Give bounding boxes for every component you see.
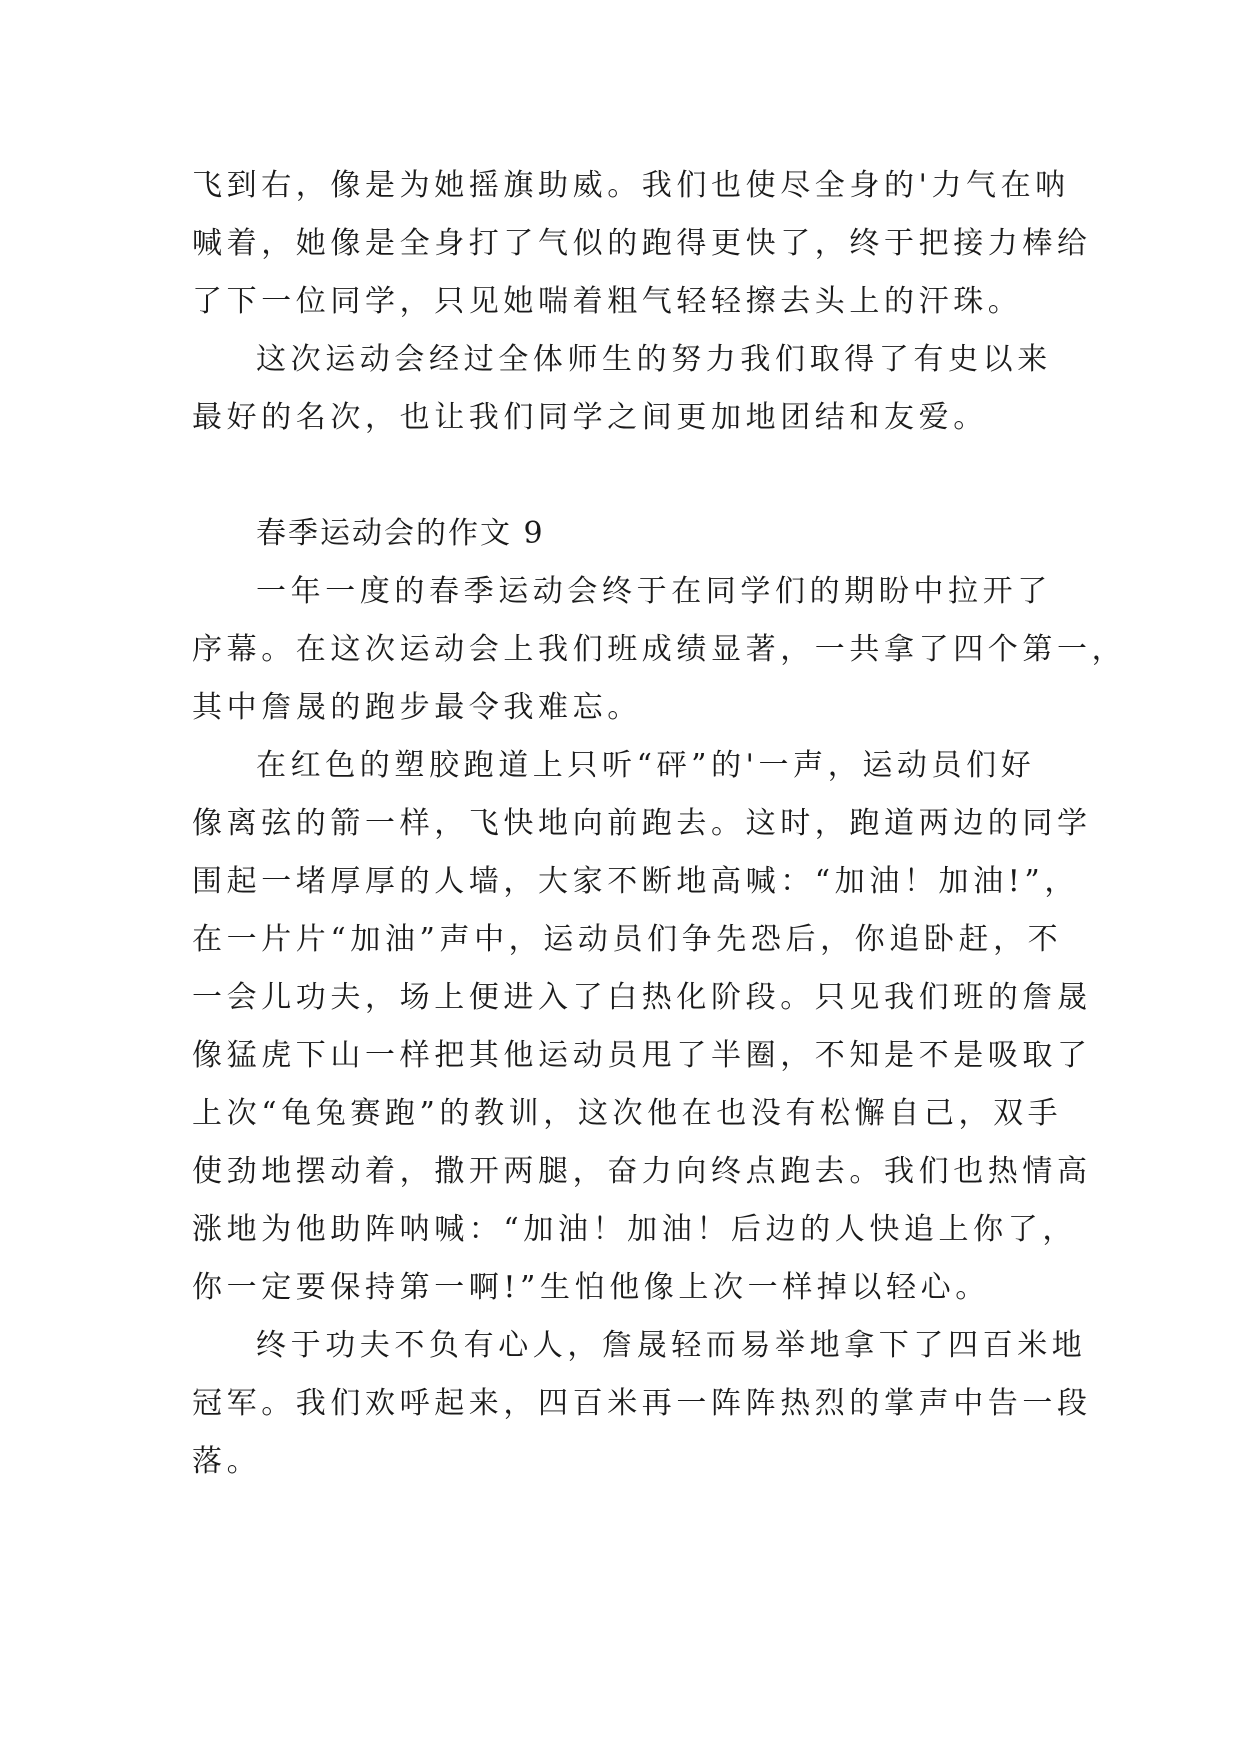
text-line: 一会儿功夫，场上便进入了白热化阶段。只见我们班的詹晟: [192, 980, 1092, 1015]
text-line: 这次运动会经过全体师生的努力我们取得了有史以来: [256, 342, 1052, 377]
text-line: 其中詹晟的跑步最令我难忘。: [192, 690, 642, 725]
text-line: 使劲地摆动着，撒开两腿，奋力向终点跑去。我们也热情高: [192, 1154, 1092, 1189]
text-line: 在红色的塑胶跑道上只听“砰”的'一声，运动员们好: [256, 748, 1036, 783]
text-line: 上次“龟兔赛跑”的教训，这次他在也没有松懈自己，双手: [192, 1096, 1063, 1131]
text-line: 了下一位同学，只见她喘着粗气轻轻擦去头上的汗珠。: [192, 284, 1023, 319]
text-line: 你一定要保持第一啊!”生怕他像上次一样掉以轻心。: [192, 1270, 990, 1305]
text-line: 像离弦的箭一样，飞快地向前跑去。这时，跑道两边的同学: [192, 806, 1092, 841]
text-line: 围起一堵厚厚的人墙，大家不断地高喊：“加油！加油!”，: [192, 864, 1079, 899]
text-line: 序幕。在这次运动会上我们班成绩显著，一共拿了四个第一，: [192, 632, 1127, 667]
text-line: 冠军。我们欢呼起来，四百米再一阵阵热烈的掌声中告一段: [192, 1386, 1092, 1421]
text-line: 飞到右，像是为她摇旗助威。我们也使尽全身的'力气在呐: [192, 168, 1070, 203]
text-line: 落。: [192, 1444, 262, 1479]
text-line: 一年一度的春季运动会终于在同学们的期盼中拉开了: [256, 574, 1052, 609]
text-line: 在一片片“加油”声中，运动员们争先恐后，你追卧赶，不: [192, 922, 1063, 957]
text-line: 最好的名次，也让我们同学之间更加地团结和友爱。: [192, 400, 988, 435]
text-line: 喊着，她像是全身打了气似的跑得更快了，终于把接力棒给: [192, 226, 1092, 261]
section-title: 春季运动会的作文 9: [256, 516, 545, 551]
text-line: 涨地为他助阵呐喊：“加油！加油！后边的人快追上你了，: [192, 1212, 1077, 1247]
text-line: 像猛虎下山一样把其他运动员甩了半圈，不知是不是吸取了: [192, 1038, 1092, 1073]
text-line: 终于功夫不负有心人，詹晟轻而易举地拿下了四百米地: [256, 1328, 1087, 1363]
